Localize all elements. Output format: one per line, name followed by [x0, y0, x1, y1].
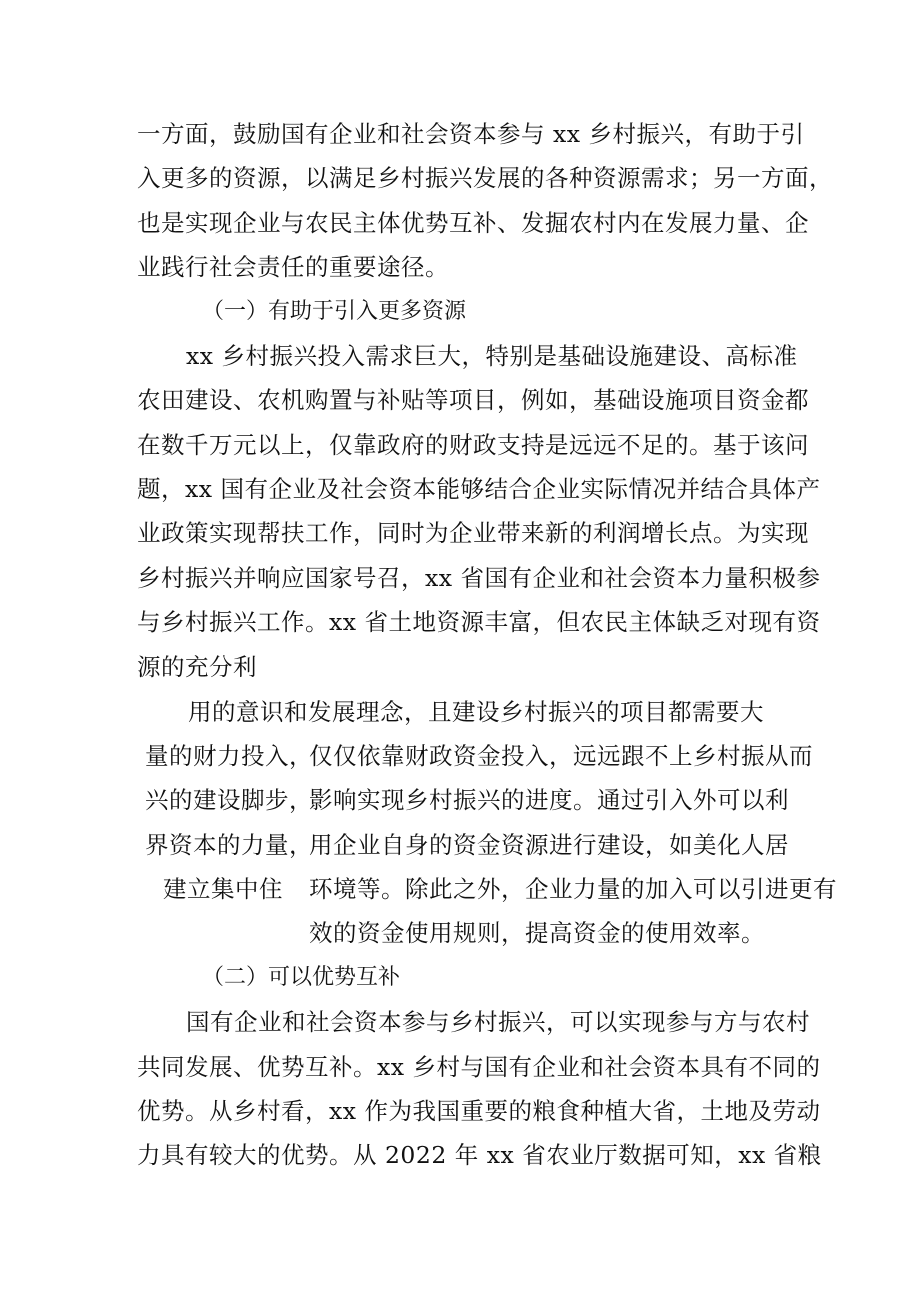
text-line: 环境等。除此之外，企业力量的加入可以引进更有	[309, 875, 837, 903]
text-line: 在数千万元以上，仅靠政府的财政支持是远远不足的。基于该问	[137, 431, 809, 459]
text-line: 一方面，鼓励国有企业和社会资本参与 xx 乡村振兴，有助于引	[137, 120, 805, 148]
text-line: 用的意识和发展理念，且建设乡村振兴的项目都需要大	[188, 698, 764, 726]
text-line: 仅仅依靠财政资金投入，远远跟不上乡村振从而	[309, 742, 813, 770]
section-heading: （二）可以优势互补	[202, 965, 401, 990]
text-line: 也是实现企业与农民主体优势互补、发掘农村内在发展力量、企	[137, 209, 809, 237]
text-line: 国有企业和社会资本参与乡村振兴，可以实现参与方与农村	[186, 1008, 810, 1036]
text-line: 力具有较大的优势。从 2022 年 xx 省农业厅数据可知，xx 省粮	[137, 1141, 822, 1169]
text-line: 兴的建设脚步，	[145, 786, 313, 814]
text-line: 界资本的力量，	[145, 831, 313, 859]
text-line: 量的财力投入，	[145, 742, 313, 770]
text-line: 乡村振兴并响应国家号召，xx 省国有企业和社会资本力量积极参	[137, 564, 821, 592]
text-line: 题，xx 国有企业及社会资本能够结合企业实际情况并结合具体产	[137, 475, 821, 503]
text-line: 效的资金使用规则，提高资金的使用效率。	[309, 919, 765, 947]
text-line: 影响实现乡村振兴的进度。通过引入外可以利	[309, 786, 789, 814]
text-line: 业践行社会责任的重要途径。	[137, 253, 449, 281]
text-line: 入更多的资源，以满足乡村振兴发展的各种资源需求；另一方面，	[137, 164, 833, 192]
section-heading: （一）有助于引入更多资源	[202, 299, 467, 324]
text-line: 用企业自身的资金资源进行建设，如美化人居	[309, 831, 789, 859]
text-line: 建立集中住	[163, 875, 283, 903]
text-line: 业政策实现帮扶工作，同时为企业带来新的利润增长点。为实现	[137, 519, 809, 547]
text-line: xx 乡村振兴投入需求巨大，特别是基础设施建设、高标准	[186, 342, 798, 370]
text-line: 源的充分利	[137, 653, 257, 681]
text-line: 农田建设、农机购置与补贴等项目，例如，基础设施项目资金都	[137, 386, 809, 414]
text-line: 与乡村振兴工作。xx 省土地资源丰富，但农民主体缺乏对现有资	[137, 608, 821, 636]
text-line: 共同发展、优势互补。xx 乡村与国有企业和社会资本具有不同的	[137, 1053, 821, 1081]
text-line: 优势。从乡村看，xx 作为我国重要的粮食种植大省，土地及劳动	[137, 1097, 821, 1125]
